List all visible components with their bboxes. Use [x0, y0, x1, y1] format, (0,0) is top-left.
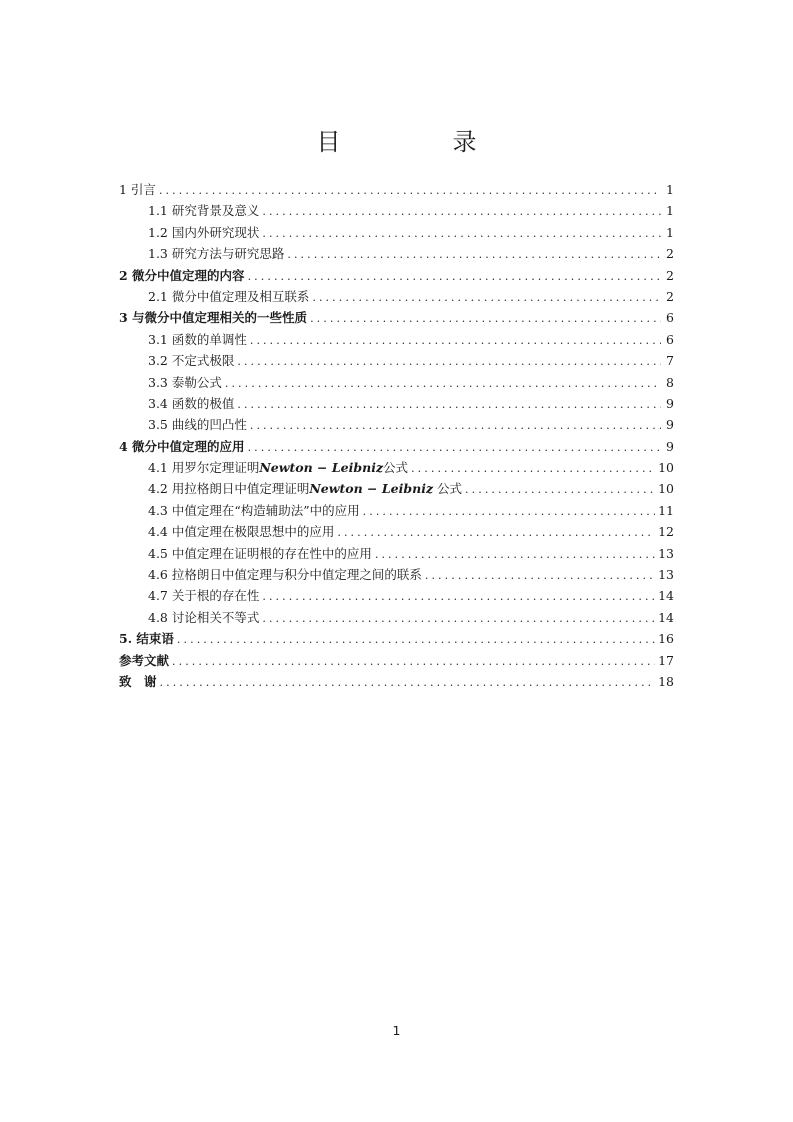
toc-leader-dots — [465, 479, 655, 500]
toc-entry-page-number: 2 — [666, 288, 674, 304]
toc-leader-dots — [287, 244, 661, 265]
toc-entry[interactable] — [119, 457, 674, 478]
toc-entry-label-suffix: 公式 — [383, 460, 409, 476]
toc-entry-label: 致 谢 — [119, 673, 157, 689]
toc-leader-dots — [337, 522, 655, 543]
toc-entry-label — [148, 457, 408, 478]
toc-entry-page-number: 6 — [666, 331, 674, 347]
toc-entry-label-suffix: 公式 — [433, 481, 463, 497]
toc-leader-dots — [425, 565, 655, 586]
toc-entry[interactable] — [119, 329, 674, 350]
toc-entry-page-number: 6 — [666, 310, 674, 326]
toc-entry-page-number: 14 — [658, 588, 674, 604]
toc-entry-formula: Newton − Leibniz — [259, 460, 384, 476]
toc-leader-dots — [262, 201, 661, 222]
toc-leader-dots — [250, 415, 661, 436]
toc-entry[interactable] — [119, 500, 674, 521]
toc-entry-label: 1 引言 — [119, 182, 156, 197]
toc-entry-page-number: 2 — [666, 267, 674, 283]
toc-entry-label-prefix: 4.1 用罗尔定理证明 — [148, 460, 260, 476]
toc-entry[interactable] — [119, 307, 674, 328]
toc-entry[interactable] — [119, 179, 674, 200]
toc-entry-label: 2.1 微分中值定理及相互联系 — [148, 288, 310, 304]
toc-entry[interactable] — [119, 200, 674, 221]
toc-entry-label: 5. 结束语 — [119, 631, 174, 647]
toc-entry-label: 1.1 研究背景及意义 — [148, 203, 260, 219]
toc-entry-page-number: 2 — [666, 246, 674, 262]
toc-entry[interactable] — [119, 393, 674, 414]
toc-leader-dots — [237, 351, 661, 372]
toc-entry-page-number: 1 — [666, 224, 674, 240]
toc-leader-dots — [310, 308, 661, 329]
toc-entry[interactable] — [119, 350, 674, 371]
toc-entry-page-number: 16 — [658, 631, 674, 647]
toc-leader-dots — [375, 544, 655, 565]
toc-leader-dots — [248, 437, 661, 458]
toc-leader-dots — [262, 608, 655, 629]
toc-leader-dots — [262, 586, 655, 607]
toc-entry-label: 4.4 中值定理在极限思想中的应用 — [148, 524, 335, 540]
toc-leader-dots — [411, 458, 655, 479]
toc-entry-page-number: 1 — [666, 182, 674, 197]
toc-leader-dots — [250, 330, 661, 351]
toc-leader-dots — [172, 651, 655, 672]
toc-entry[interactable] — [119, 628, 674, 649]
toc-leader-dots — [160, 672, 656, 693]
toc-entry[interactable] — [119, 564, 674, 585]
toc-entry[interactable] — [119, 265, 674, 286]
toc-leader-dots — [248, 266, 661, 287]
toc-entry-page-number: 10 — [658, 460, 674, 476]
toc-leader-dots — [312, 287, 661, 308]
toc-entry-page-number: 14 — [658, 609, 674, 625]
toc-entry-label: 1.2 国内外研究现状 — [148, 224, 260, 240]
toc-entry-page-number: 13 — [658, 545, 674, 561]
toc-entry-page-number: 1 — [666, 203, 674, 219]
toc-leader-dots — [262, 223, 661, 244]
toc-entry-label: 4.7 关于根的存在性 — [148, 588, 260, 604]
page-title: 目 录 — [316, 128, 521, 156]
toc-entry[interactable] — [119, 243, 674, 264]
toc-entry-page-number: 12 — [658, 524, 674, 540]
toc-entry-label: 参考文献 — [119, 652, 170, 668]
toc-entry[interactable] — [119, 521, 674, 542]
toc-entry-page-number: 13 — [658, 567, 674, 583]
toc-entry-page-number: 9 — [666, 417, 674, 433]
toc-entry-label: 3.4 函数的极值 — [148, 395, 235, 411]
toc-entry-page-number: 8 — [666, 374, 674, 390]
toc-entry-label — [148, 478, 462, 499]
toc-entry-page-number: 17 — [658, 652, 674, 668]
toc-entry-page-number: 11 — [658, 502, 674, 518]
toc-entry-label: 3 与微分中值定理相关的一些性质 — [119, 310, 308, 326]
toc-entry-label: 3.1 函数的单调性 — [148, 331, 247, 347]
toc-entry-label: 2 微分中值定理的内容 — [119, 267, 245, 283]
toc-leader-dots — [177, 629, 655, 650]
toc-entry-label: 4.6 拉格朗日中值定理与积分中值定理之间的联系 — [148, 567, 422, 583]
toc-entry-page-number: 9 — [666, 438, 674, 454]
toc-leader-dots — [237, 394, 661, 415]
toc-entry-label: 4.8 讨论相关不等式 — [148, 609, 260, 625]
toc-entry-label: 4.3 中值定理在“构造辅助法”中的应用 — [148, 502, 360, 518]
toc-entry-label: 4.5 中值定理在证明根的存在性中的应用 — [148, 545, 372, 561]
toc-entry-label: 4 微分中值定理的应用 — [119, 438, 245, 454]
toc-entry[interactable] — [119, 414, 674, 435]
toc-entry[interactable] — [119, 222, 674, 243]
toc-entry-label-prefix: 4.2 用拉格朗日中值定理证明 — [148, 481, 310, 497]
toc-leader-dots — [225, 373, 661, 394]
toc-entry[interactable] — [119, 286, 674, 307]
toc-leader-dots — [159, 180, 661, 201]
toc-leader-dots — [363, 501, 655, 522]
toc-entry-page-number: 10 — [658, 481, 674, 497]
toc-entry[interactable] — [119, 650, 674, 671]
toc-entry-label: 3.3 泰勒公式 — [148, 374, 222, 390]
table-of-contents — [119, 179, 674, 692]
toc-entry[interactable] — [119, 671, 674, 692]
toc-entry[interactable] — [119, 607, 674, 628]
toc-entry[interactable] — [119, 585, 674, 606]
toc-entry-label: 1.3 研究方法与研究思路 — [148, 246, 285, 262]
toc-entry-formula: Newton − Leibniz — [309, 481, 434, 497]
page-number: 1 — [392, 1023, 401, 1038]
toc-entry[interactable] — [119, 372, 674, 393]
toc-entry[interactable] — [119, 543, 674, 564]
toc-entry-label: 3.5 曲线的凹凸性 — [148, 417, 247, 433]
toc-entry-page-number: 18 — [658, 673, 674, 689]
toc-entry[interactable] — [119, 436, 674, 457]
toc-entry[interactable] — [119, 478, 674, 499]
toc-entry-page-number: 7 — [666, 353, 674, 369]
toc-entry-page-number: 9 — [666, 395, 674, 411]
toc-entry-label: 3.2 不定式极限 — [148, 353, 235, 369]
